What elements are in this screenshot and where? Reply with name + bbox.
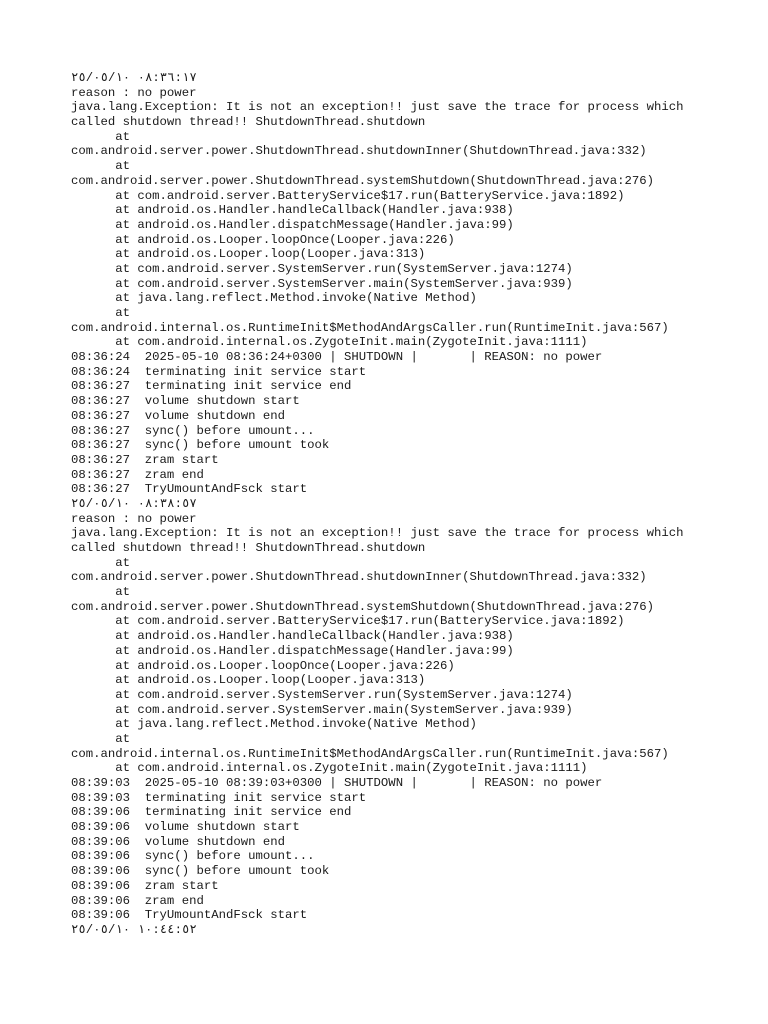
shutdown-log-text [71, 71, 751, 938]
log-line: at com.android.internal.os.ZygoteInit.main(ZygoteInit.java:1111) [71, 335, 588, 350]
log-line: at com.android.server.SystemServer.run(SystemServer.java:1274) [71, 687, 573, 702]
log-line: at java.lang.reflect.Method.invoke(Native Method) [71, 717, 477, 732]
log-line: at android.os.Looper.loop(Looper.java:313) [71, 247, 426, 262]
log-line: 08:36:27 terminating init service end [71, 379, 352, 394]
log-line: com.android.server.power.ShutdownThread.systemShutdown(ShutdownThread.java:276) [71, 599, 654, 614]
log-line: 08:36:27 volume shutdown end [71, 408, 286, 423]
log-line: at [71, 731, 131, 746]
log-line: 08:36:27 TryUmountAndFsck start [71, 482, 308, 497]
log-line: at [71, 306, 131, 320]
log-line: 08:39:03 terminating init service start [71, 790, 367, 805]
log-line: 08:39:06 zram start [71, 878, 219, 893]
log-line: 08:36:27 sync() before umount took [71, 438, 330, 453]
log-line: ١٠:٤٤:٥٢ ٢٥/٠٥/١٠ [71, 922, 197, 937]
log-line: com.android.internal.os.RuntimeInit$MethodAndArgsCaller.run(RuntimeInit.java:567) [71, 320, 669, 335]
log-line: 08:39:06 TryUmountAndFsck start [71, 908, 308, 923]
log-line: com.android.server.power.ShutdownThread.shutdownInner(ShutdownThread.java:332) [71, 144, 647, 159]
log-line: at android.os.Handler.dispatchMessage(Handler.java:99) [71, 643, 514, 658]
log-line: 08:36:27 zram start [71, 452, 219, 467]
log-line: at com.android.server.SystemServer.main(SystemServer.java:939) [71, 276, 573, 291]
log-line: ٠٨:٣٨:٥٧ ٢٥/٠٥/١٠ [71, 496, 197, 511]
log-line: at android.os.Looper.loop(Looper.java:313) [71, 673, 426, 688]
log-line: com.android.server.power.ShutdownThread.systemShutdown(ShutdownThread.java:276) [71, 173, 654, 188]
log-line: java.lang.Exception: It is not an exception!! just save the trace for process which [71, 100, 684, 115]
log-line: 08:39:06 zram end [71, 893, 204, 908]
log-line: at java.lang.reflect.Method.invoke(Native Method) [71, 291, 477, 306]
log-line: at android.os.Looper.loopOnce(Looper.java:226) [71, 658, 455, 673]
log-line: at com.android.server.SystemServer.main(SystemServer.java:939) [71, 702, 573, 717]
log-line: at [71, 555, 131, 570]
log-line: 08:39:03 2025-05-10 08:39:03+0300 | SHUTDOWN | | REASON: no power [71, 776, 603, 790]
log-line: 08:39:06 volume shutdown end [71, 834, 286, 849]
log-line: at android.os.Looper.loopOnce(Looper.java:226) [71, 232, 455, 247]
log-line: com.android.server.power.ShutdownThread.shutdownInner(ShutdownThread.java:332) [71, 570, 647, 585]
log-line: called shutdown thread!! ShutdownThread.shutdown [71, 115, 426, 130]
log-line: reason : no power [71, 85, 197, 100]
log-line: 08:36:24 terminating init service start [71, 364, 367, 379]
log-line: 08:39:06 sync() before umount... [71, 849, 315, 864]
log-line: at [71, 129, 131, 144]
log-line: at com.android.server.BatteryService$17.run(BatteryService.java:1892) [71, 614, 625, 629]
log-line: 08:36:27 volume shutdown start [71, 394, 300, 409]
log-line: 08:36:24 2025-05-10 08:36:24+0300 | SHUTDOWN | | REASON: no power [71, 350, 603, 365]
log-line: 08:39:06 sync() before umount took [71, 864, 330, 879]
log-line: com.android.internal.os.RuntimeInit$MethodAndArgsCaller.run(RuntimeInit.java:567) [71, 746, 669, 761]
log-line: at com.android.server.SystemServer.run(SystemServer.java:1274) [71, 261, 573, 276]
log-line: java.lang.Exception: It is not an exception!! just save the trace for process which [71, 526, 684, 541]
log-line: 08:39:06 terminating init service end [71, 805, 352, 820]
log-line: 08:39:06 volume shutdown start [71, 820, 300, 835]
log-line: 08:36:27 sync() before umount... [71, 423, 315, 438]
log-line: at com.android.internal.os.ZygoteInit.main(ZygoteInit.java:1111) [71, 761, 588, 776]
log-line: ٠٨:٣٦:١٧ ٢٥/٠٥/١٠ [71, 71, 197, 85]
log-line: reason : no power [71, 511, 197, 526]
log-line: at android.os.Handler.handleCallback(Handler.java:938) [71, 629, 514, 644]
log-line: at [71, 159, 131, 174]
log-line: called shutdown thread!! ShutdownThread.shutdown [71, 541, 426, 555]
log-line: 08:36:27 zram end [71, 467, 204, 482]
log-line: at com.android.server.BatteryService$17.run(BatteryService.java:1892) [71, 188, 625, 203]
log-line: at android.os.Handler.dispatchMessage(Handler.java:99) [71, 217, 514, 232]
log-line: at [71, 585, 131, 600]
log-line: at android.os.Handler.handleCallback(Handler.java:938) [71, 203, 514, 218]
